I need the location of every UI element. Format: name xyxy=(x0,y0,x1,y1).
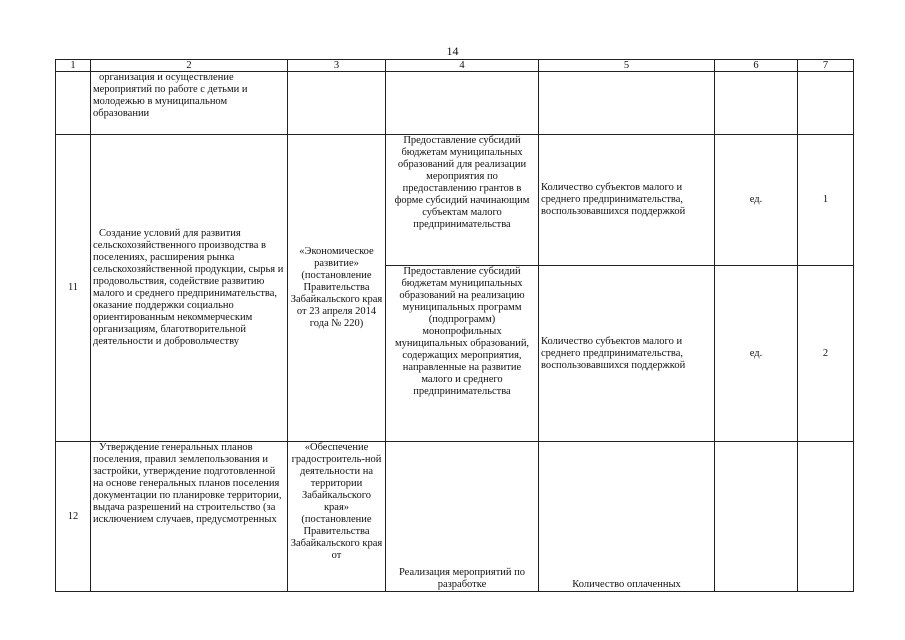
indicator-cell xyxy=(539,72,715,135)
value-cell: 2 xyxy=(798,266,854,442)
unit-cell xyxy=(715,442,798,592)
value-cell xyxy=(798,442,854,592)
page-number: 14 xyxy=(446,44,459,58)
program-cell xyxy=(288,72,386,135)
col-header-1: 1 xyxy=(56,60,91,72)
authority-cell: Утверждение генеральных планов поселения, правил землепользования и застройки, утверждение подготовленной на основе генеральных планов поселения документации по планировке территории, выдача разрешений на строительство (за исключением случаев, предусмотренных xyxy=(91,442,288,592)
table-row xyxy=(56,72,854,135)
indicator-cell: Количество субъектов малого и среднего предпринимательства, воспользовавшихся поддержкой xyxy=(539,266,715,442)
value-cell: 1 xyxy=(798,135,854,266)
measure-cell xyxy=(386,72,539,135)
row-number-cell: 11 xyxy=(56,135,91,442)
col-header-5: 5 xyxy=(539,60,715,72)
indicator-cell: Количество оплаченных xyxy=(539,442,715,592)
value-cell xyxy=(798,72,854,135)
col-header-6: 6 xyxy=(715,60,798,72)
measure-cell: Предоставление субсидий бюджетам муниципальных образований на реализацию муниципальных программ (подпрограмм) монопрофильных муниципальных образований, содержащих мероприятия, направленные на развитие малого и среднего предпринимательства xyxy=(386,266,539,442)
program-table xyxy=(55,59,854,592)
col-header-3: 3 xyxy=(288,60,386,72)
unit-cell: ед. xyxy=(715,266,798,442)
measure-cell: Предоставление субсидий бюджетам муниципальных образований для реализации мероприятия по предоставлению грантов в форме субсидий начинающим субъектам малого предпринимательства xyxy=(386,135,539,266)
row-number-cell xyxy=(56,72,91,135)
column-number-row xyxy=(56,60,854,72)
col-header-2: 2 xyxy=(91,60,288,72)
authority-cell: Создание условий для развития сельскохозяйственного производства в поселениях, расширения рынка сельскохозяйственной продукции, сырья и продовольствия, содействие развитию малого и среднего предпринимательства, оказание поддержки социально ориентированным некоммерческим организациям, благотворительной деятельности и добровольчеству xyxy=(91,135,288,442)
unit-cell xyxy=(715,72,798,135)
program-cell: «Обеспечение градостроитель-ной деятельности на территории Забайкальского края» (постановление Правительства Забайкальского края от xyxy=(288,442,386,592)
indicator-cell: Количество субъектов малого и среднего предпринимательства, воспользовавшихся поддержкой xyxy=(539,135,715,266)
measure-cell: Реализация мероприятий по разработке xyxy=(386,442,539,592)
unit-cell: ед. xyxy=(715,135,798,266)
col-header-4: 4 xyxy=(386,60,539,72)
program-cell: «Экономическое развитие» (постановление Правительства Забайкальского края от 23 апреля 2014 года № 220) xyxy=(288,135,386,442)
col-header-7: 7 xyxy=(798,60,854,72)
authority-cell: организация и осуществление мероприятий по работе с детьми и молодежью в муниципальном образовании xyxy=(91,72,288,135)
table-row xyxy=(56,442,854,592)
table-row xyxy=(56,135,854,266)
row-number-cell: 12 xyxy=(56,442,91,592)
